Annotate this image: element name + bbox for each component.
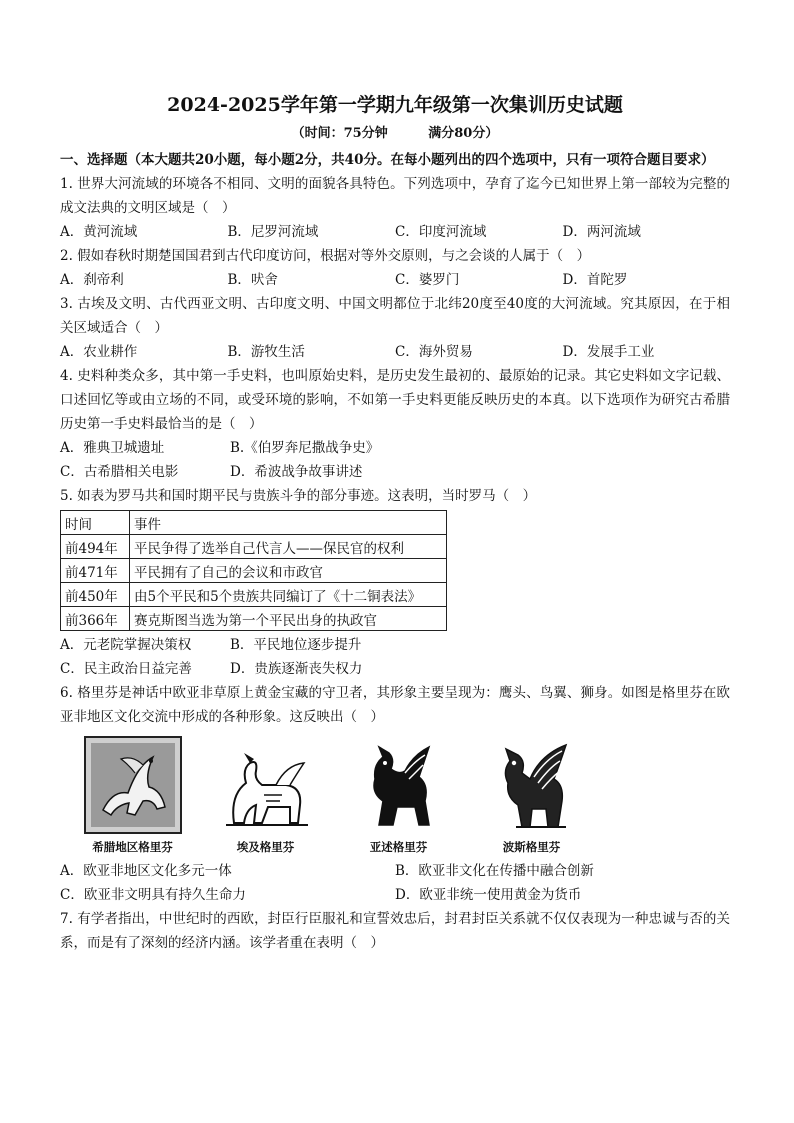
exam-time: （时间：75分钟 [291, 126, 388, 141]
option: B．游牧生活 [227, 344, 305, 360]
question-2-stem: 2. 假如春秋时期楚国国君到古代印度访问，根据对等外交原则，与之会谈的人属于（ ） [60, 248, 591, 264]
table-header: 时间 [61, 511, 130, 535]
griffin-caption: 波斯格里芬 [502, 840, 561, 854]
option: D．希波战争故事讲述 [230, 464, 363, 480]
option: A．黄河流域 [60, 224, 138, 240]
table-cell-year: 前366年 [61, 607, 130, 631]
table-cell-event: 由5个平民和5个贵族共同编订了《十二铜表法》 [130, 583, 447, 607]
table-cell-year: 前471年 [61, 559, 130, 583]
table-row [61, 535, 447, 559]
option: D．贵族逐渐丧失权力 [230, 661, 363, 677]
option: A．欧亚非地区文化多元一体 [60, 863, 232, 879]
question-2-options [60, 268, 730, 292]
option: A．元老院掌握决策权 [60, 637, 192, 653]
griffin-caption: 希腊地区格里芬 [92, 840, 173, 854]
griffin-figure-assyria [346, 735, 451, 855]
option: C．民主政治日益完善 [60, 661, 192, 677]
table-cell-event: 赛克斯图当选为第一个平民出身的执政官 [130, 607, 447, 631]
exam-title: 2024-2025学年第一学期九年级第一次集训历史试题 [167, 94, 623, 116]
option: C．印度河流域 [395, 224, 487, 240]
griffin-figure-persia [479, 735, 584, 855]
griffin-figure-egypt [213, 735, 318, 855]
griffin-figure-greece [80, 735, 185, 855]
griffin-greece-image [83, 735, 183, 835]
table-row [61, 559, 447, 583]
option: A．刹帝利 [60, 272, 124, 288]
question-4-options [60, 436, 730, 484]
option: D．两河流域 [562, 224, 641, 240]
exam-subtitle [60, 124, 730, 144]
griffin-caption: 亚述格里芬 [369, 840, 428, 854]
option: B．尼罗河流域 [227, 224, 319, 240]
question-3-stem: 3. 古埃及文明、古代西亚文明、古印度文明、中国文明都位于北纬20度至40度的大河流域。究其原因，在于相关区域适合（ ） [60, 296, 730, 336]
question-7-stem: 7. 有学者指出，中世纪时的西欧，封臣行臣服礼和宣誓效忠后，封君封臣关系就不仅仅表现为一种忠诚与否的关系，而是有了深刻的经济内涵。该学者重在表明（ ） [60, 911, 730, 951]
option: C．古希腊相关电影 [60, 464, 179, 480]
question-5-stem: 5. 如表为罗马共和国时期平民与贵族斗争的部分事迹。这表明，当时罗马（ ） [60, 488, 537, 504]
option: B.《伯罗奔尼撒战争史》 [230, 440, 380, 456]
events-table [60, 510, 447, 631]
option: C．婆罗门 [395, 272, 460, 288]
table-header: 事件 [130, 511, 447, 535]
griffin-assyria-image [349, 735, 449, 835]
table-cell-year: 前450年 [61, 583, 130, 607]
griffin-persia-image [482, 735, 582, 835]
table-row [61, 583, 447, 607]
option: A．雅典卫城遗址 [60, 440, 165, 456]
option: D．首陀罗 [562, 272, 628, 288]
option: B．吠舍 [227, 272, 278, 288]
question-1-stem: 1. 世界大河流域的环境各不相同、文明的面貌各具特色。下列选项中，孕育了迄今已知世界上第一部较为完整的成文法典的文明区域是（ ） [60, 176, 730, 216]
griffin-caption: 埃及格里芬 [236, 840, 295, 854]
option: D．发展手工业 [562, 344, 655, 360]
table-row [61, 607, 447, 631]
table-cell-year: 前494年 [61, 535, 130, 559]
table-cell-event: 平民拥有了自己的会议和市政官 [130, 559, 447, 583]
table-header-row [61, 511, 447, 535]
question-5-options [60, 633, 730, 681]
section-heading: 一、选择题（本大题共20小题，每小题2分，共40分。在每小题列出的四个选项中，只有一项符合题目要求） [60, 152, 715, 168]
question-1-options [60, 220, 730, 244]
option: C．海外贸易 [395, 344, 473, 360]
table-cell-event: 平民争得了选举自己代言人——保民官的权利 [130, 535, 447, 559]
question-6-options [60, 859, 730, 907]
exam-score: 满分80分） [428, 126, 499, 141]
option: B．欧亚非文化在传播中融合创新 [395, 863, 594, 879]
option: C．欧亚非文明具有持久生命力 [60, 887, 246, 903]
option: D．欧亚非统一使用黄金为货币 [395, 887, 582, 903]
question-4-stem: 4. 史料种类众多，其中第一手史料，也叫原始史料，是历史发生最初的、最原始的记录。其它史料如文字记载、口述回忆等或由立场的不同，或受环境的影响，不如第一手史料更能反映历史的本真。以下选项作为研究古希腊历史第一手史料最恰当的是（ ） [60, 368, 730, 432]
griffin-egypt-image [216, 735, 316, 835]
option: A．农业耕作 [60, 344, 138, 360]
question-6-stem: 6. 格里芬是神话中欧亚非草原上黄金宝藏的守卫者，其形象主要呈现为：鹰头、鸟翼、狮身。如图是格里芬在欧亚非地区文化交流中形成的各种形象。这反映出（ ） [60, 685, 730, 725]
exam-page [60, 92, 730, 955]
option: B．平民地位逐步提升 [230, 637, 362, 653]
griffin-images [80, 735, 730, 855]
question-3-options [60, 340, 730, 364]
